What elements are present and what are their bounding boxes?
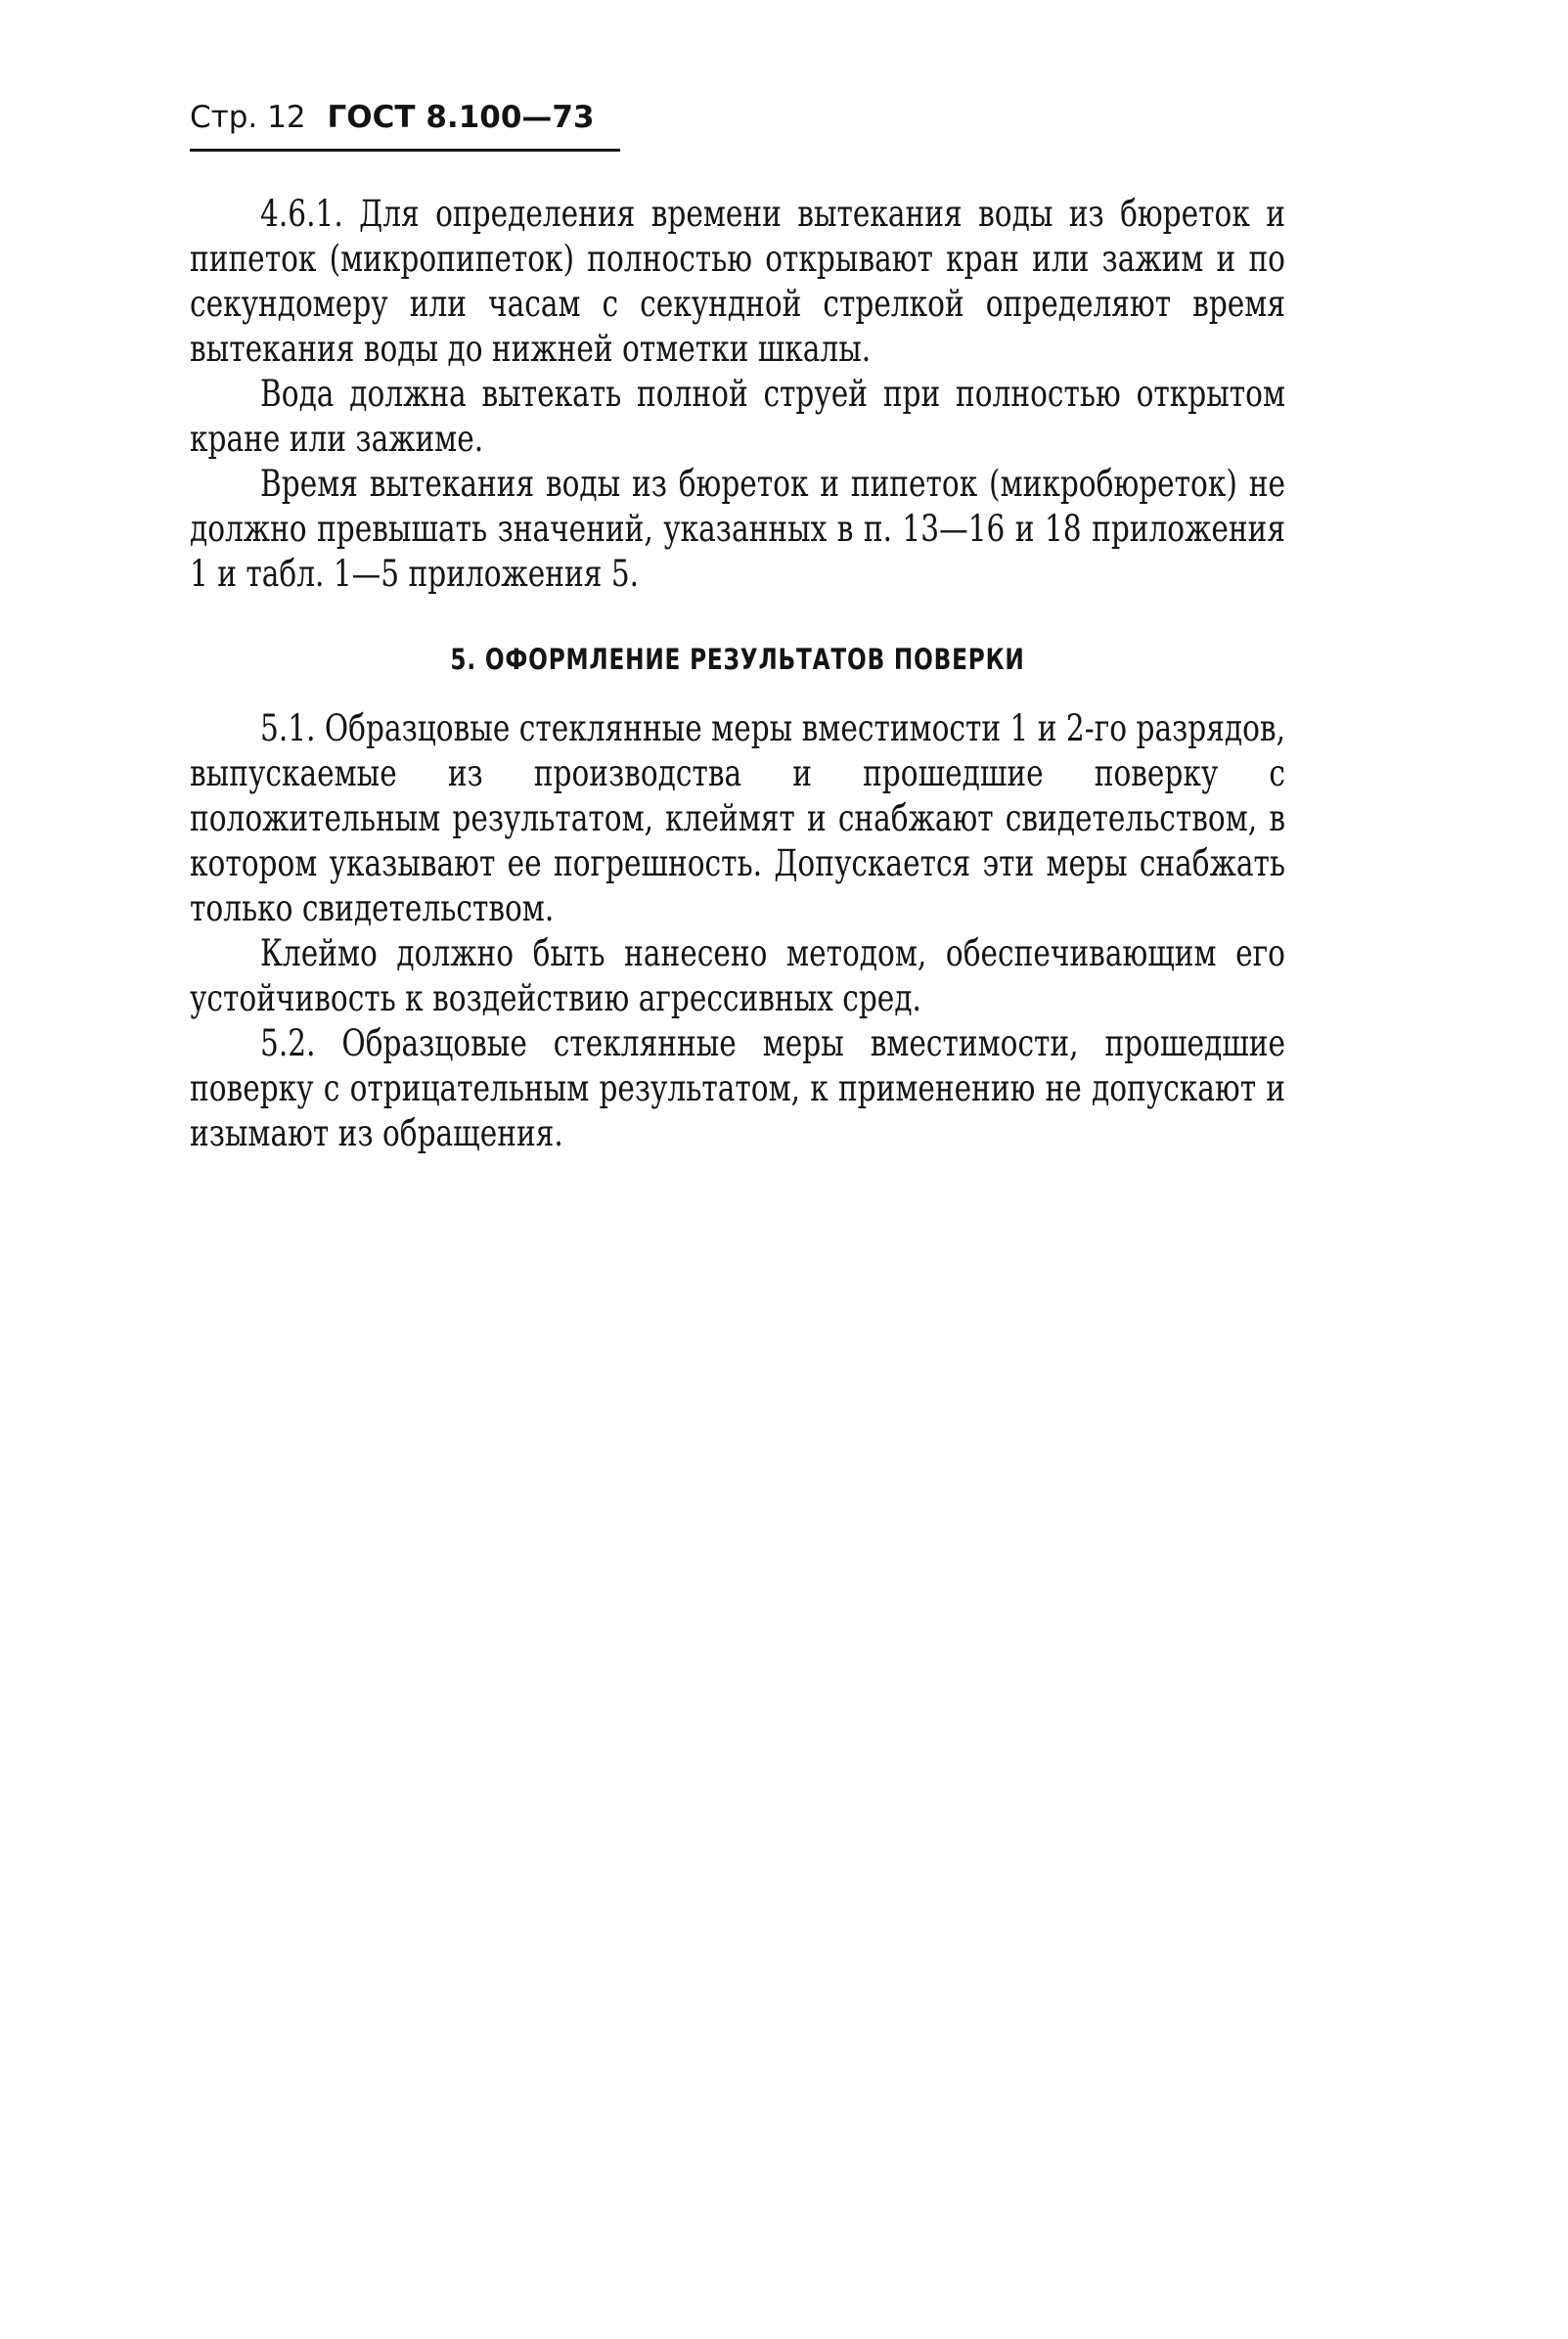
header-rule xyxy=(190,149,620,152)
section-5-title: 5. ОФОРМЛЕНИЕ РЕЗУЛЬТАТОВ ПОВЕРКИ xyxy=(450,643,1025,676)
section-5-body xyxy=(190,706,1285,1156)
paragraph-4-6-1: 4.6.1. Для определения времени вытекания воды из бюреток и пипеток (микропипеток) полностью открывают кран или зажим и по секундомеру или часам с секундной стрелкой определяют время вытекания воды до нижней отметки шкалы. xyxy=(190,193,1285,370)
paragraph-5-2: 5.2. Образцовые стеклянные меры вместимости, прошедшие поверку с отрицательным результатом, к применению не допускают и изымают из обращения. xyxy=(190,1022,1285,1154)
page-number: Стр. 12 xyxy=(190,100,306,135)
paragraph-flow-time: Время вытекания воды из бюреток и пипеток (микробюреток) не должно превышать значений, указанных в п. 13—16 и 18 приложения 1 и табл. 1—5 приложения 5. xyxy=(190,463,1285,595)
standard-code: ГОСТ 8.100—73 xyxy=(327,100,595,135)
clause-4-6-1 xyxy=(190,192,1285,597)
paragraph-stamp: Клеймо должно быть нанесено методом, обеспечивающим его устойчивость к воздействию агрессивных сред. xyxy=(190,932,1285,1019)
paragraph-5-1: 5.1. Образцовые стеклянные меры вместимости 1 и 2-го разрядов, выпускаемые из производства и прошедшие поверку с положительным результатом, клеймят и снабжают свидетельством, в котором указывают ее погрешность. Допускается эти меры снабжать только свидетельством. xyxy=(190,707,1285,929)
page-header xyxy=(190,98,620,137)
paragraph-full-stream: Вода должна вытекать полной струей при полностью открытом кране или зажиме. xyxy=(190,373,1285,460)
